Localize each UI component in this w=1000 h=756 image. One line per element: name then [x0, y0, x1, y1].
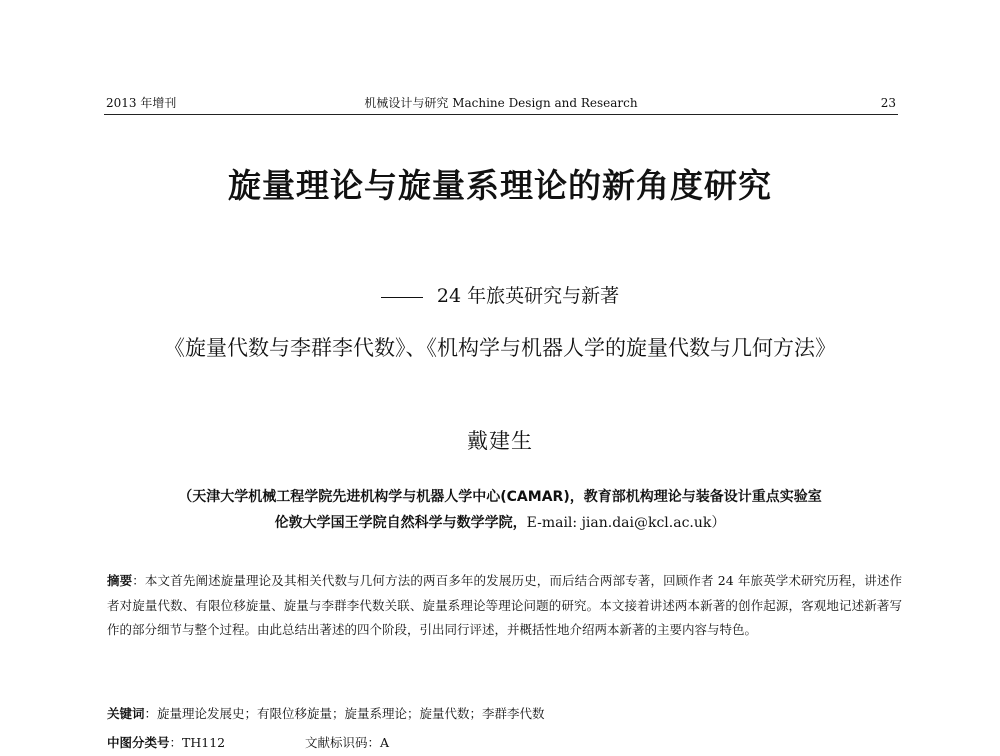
affiliation-line-2: [0, 512, 1000, 534]
journal-name: 机械设计与研究 Machine Design and Research: [364, 96, 638, 110]
page-number: 23: [880, 96, 896, 110]
abstract: [107, 569, 902, 643]
affiliation-email: E-mail: jian.dai@kcl.ac.uk）: [526, 515, 726, 531]
subtitle-dash: [381, 297, 423, 298]
abstract-label: 摘要: [107, 573, 133, 588]
paper-subtitle: [0, 282, 1000, 310]
document-code: 文献标识码：A: [305, 735, 390, 750]
affiliation-institution: 伦敦大学国王学院自然科学与数学学院，: [274, 515, 527, 531]
subtitle-text: 24 年旅英研究与新著: [436, 285, 620, 307]
author-name: 戴建生: [467, 429, 533, 453]
keywords-label: 关键词: [107, 706, 145, 721]
issue-label: 2013 年增刊: [106, 96, 177, 110]
paper-title: 旋量理论与旋量系理论的新角度研究: [228, 166, 772, 205]
keywords-text: ：旋量理论发展史；有限位移旋量；旋量系理论；旋量代数；李群李代数: [144, 706, 545, 721]
header-rule: [104, 114, 898, 115]
classification-label: 中图分类号: [107, 735, 170, 750]
classification-value: ：TH112: [169, 735, 226, 750]
running-head: [106, 92, 896, 114]
affiliation-line-1: （天津大学机械工程学院先进机构学与机器人学中心(CAMAR)，教育部机构理论与装备设计重点实验室: [178, 489, 822, 505]
keywords: [107, 704, 902, 724]
classification: [107, 733, 902, 753]
book-titles: 《旋量代数与李群李代数》、《机构学与机器人学的旋量代数与几何方法》: [164, 336, 836, 360]
abstract-text: ：本文首先阐述旋量理论及其相关代数与几何方法的两百多年的发展历史，而后结合两部专著，回顾作者 24 年旅英学术研究历程，讲述作者对旋量代数、有限位移旋量、旋量与李群李代数关联、旋量系理论等理论问题的研究。本文接着讲述两本新著的创作起源，客观地记述新著写作的部分细节与整个过程。由此总结出著述的四个阶段，引出同行评述，并概括性地介绍两本新著的主要内容与特色。: [107, 573, 902, 637]
